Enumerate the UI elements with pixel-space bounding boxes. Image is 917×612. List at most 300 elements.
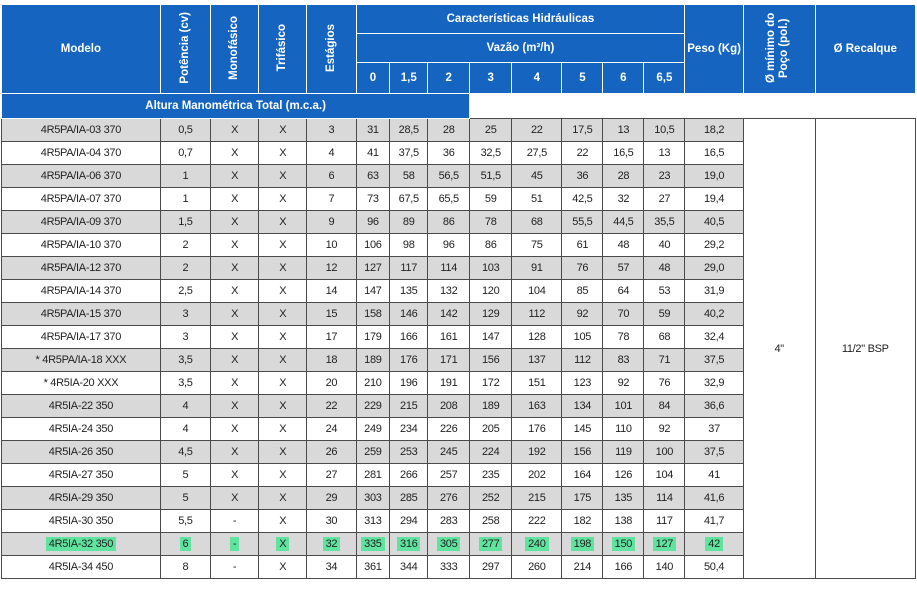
cell-potencia: 8 [160,556,210,579]
cell-altura: 71 [644,349,685,372]
cell-altura: 172 [470,372,512,395]
cell-altura: 86 [470,234,512,257]
cell-potencia: 1 [160,165,210,188]
cell-altura: 64 [603,280,644,303]
cell-altura: 138 [603,510,644,533]
cell-potencia [160,533,210,556]
cell-trifasico: X [259,280,307,303]
cell-altura: 129 [470,303,512,326]
header-monofasico-label: Monofásico [228,15,241,80]
header-poco [743,5,815,94]
cell-altura: 13 [603,119,644,142]
cell-altura: 114 [428,257,470,280]
cell-altura: 297 [470,556,512,579]
cell-monofasico: X [211,487,259,510]
cell-altura: 48 [644,257,685,280]
cell-altura: 171 [428,349,470,372]
cell-recalque-merged: 11/2" BSP [815,119,915,579]
cell-altura: 276 [428,487,470,510]
cell-altura: 104 [512,280,562,303]
cell-altura: 58 [390,165,428,188]
cell-altura [356,533,390,556]
cell-altura: 281 [356,464,390,487]
cell-altura: 189 [356,349,390,372]
cell-peso: 41,7 [685,510,743,533]
cell-modelo: * 4R5IA-20 XXX [2,372,161,395]
cell-altura: 76 [644,372,685,395]
header-altura: Altura Manométrica Total (m.c.a.) [2,94,470,119]
cell-altura: 294 [390,510,428,533]
cell-altura: 48 [603,234,644,257]
cell-monofasico: - [211,510,259,533]
cell-estagios: 15 [307,303,356,326]
cell-trifasico: X [259,510,307,533]
cell-altura: 120 [470,280,512,303]
cell-altura: 106 [356,234,390,257]
cell-altura: 117 [644,510,685,533]
cell-estagios: 6 [307,165,356,188]
header-vazao-value: 0 [356,63,390,94]
cell-estagios: 34 [307,556,356,579]
header-estagios [307,5,356,94]
cell-estagios [307,533,356,556]
header-caracteristicas: Características Hidráulicas [356,5,685,34]
header-vazao-value: 4 [512,63,562,94]
cell-altura: 156 [470,349,512,372]
cell-potencia: 2 [160,234,210,257]
cell-estagios: 30 [307,510,356,533]
cell-altura: 202 [512,464,562,487]
cell-altura: 189 [470,395,512,418]
cell-potencia: 4 [160,418,210,441]
cell-altura: 100 [644,441,685,464]
cell-potencia: 3,5 [160,372,210,395]
cell-altura: 229 [356,395,390,418]
header-poco-label: Ø mínimo do Poço (pol.) [765,12,791,83]
cell-altura [390,533,428,556]
cell-trifasico: X [259,234,307,257]
cell-altura: 27 [644,188,685,211]
cell-altura: 67,5 [390,188,428,211]
highlighted-value: 4R5IA-32 350 [46,537,116,551]
cell-altura: 117 [390,257,428,280]
cell-altura: 176 [512,418,562,441]
cell-altura: 103 [470,257,512,280]
cell-altura: 44,5 [603,211,644,234]
highlighted-value: 150 [612,537,635,551]
cell-altura: 96 [428,234,470,257]
cell-altura: 16,5 [603,142,644,165]
cell-trifasico: X [259,441,307,464]
cell-trifasico: X [259,464,307,487]
cell-altura: 161 [428,326,470,349]
cell-altura: 205 [470,418,512,441]
cell-altura: 63 [356,165,390,188]
cell-altura [603,533,644,556]
cell-potencia: 3 [160,303,210,326]
cell-estagios: 26 [307,441,356,464]
cell-altura: 166 [603,556,644,579]
cell-trifasico: X [259,142,307,165]
cell-altura: 57 [603,257,644,280]
cell-modelo: 4R5IA-27 350 [2,464,161,487]
header-vazao-value: 6,5 [644,63,685,94]
header-trifasico [259,5,307,94]
cell-trifasico: X [259,556,307,579]
cell-altura: 83 [603,349,644,372]
cell-modelo: 4R5IA-34 450 [2,556,161,579]
cell-monofasico: X [211,441,259,464]
cell-altura: 142 [428,303,470,326]
cell-peso [685,533,743,556]
cell-altura: 222 [512,510,562,533]
cell-altura: 70 [603,303,644,326]
cell-modelo: 4R5PA/IA-12 370 [2,257,161,280]
cell-altura: 134 [562,395,603,418]
cell-estagios: 27 [307,464,356,487]
cell-potencia: 3 [160,326,210,349]
cell-altura: 361 [356,556,390,579]
cell-peso: 37 [685,418,743,441]
cell-altura: 42,5 [562,188,603,211]
cell-modelo: 4R5PA/IA-10 370 [2,234,161,257]
cell-altura: 104 [644,464,685,487]
cell-peso: 32,4 [685,326,743,349]
cell-modelo [2,533,161,556]
cell-altura: 234 [390,418,428,441]
highlighted-value: 335 [361,537,384,551]
cell-altura: 252 [470,487,512,510]
cell-peso: 32,9 [685,372,743,395]
cell-monofasico: X [211,418,259,441]
header-estagios-label: Estágios [324,23,337,72]
cell-altura: 166 [390,326,428,349]
cell-altura: 253 [390,441,428,464]
cell-monofasico: X [211,372,259,395]
cell-altura: 35,5 [644,211,685,234]
cell-altura: 192 [512,441,562,464]
cell-altura: 132 [428,280,470,303]
header-potencia [160,5,210,94]
cell-monofasico: X [211,211,259,234]
cell-altura: 22 [562,142,603,165]
cell-altura: 32,5 [470,142,512,165]
cell-altura: 76 [562,257,603,280]
cell-altura: 126 [603,464,644,487]
cell-altura: 112 [512,303,562,326]
cell-altura: 61 [562,234,603,257]
cell-altura: 68 [644,326,685,349]
highlighted-value: 316 [397,537,420,551]
cell-monofasico: X [211,119,259,142]
cell-altura: 147 [356,280,390,303]
cell-peso: 29,0 [685,257,743,280]
header-potencia-label: Potência (cv) [178,11,191,84]
cell-altura: 145 [562,418,603,441]
cell-altura: 333 [428,556,470,579]
cell-altura: 32 [603,188,644,211]
cell-peso: 19,0 [685,165,743,188]
cell-altura: 65,5 [428,188,470,211]
cell-altura: 105 [562,326,603,349]
cell-altura: 23 [644,165,685,188]
cell-altura: 98 [390,234,428,257]
cell-peso: 31,9 [685,280,743,303]
cell-altura: 283 [428,510,470,533]
cell-modelo: 4R5PA/IA-03 370 [2,119,161,142]
cell-altura: 259 [356,441,390,464]
cell-peso: 37,5 [685,441,743,464]
cell-estagios: 12 [307,257,356,280]
cell-altura: 28 [603,165,644,188]
cell-modelo: 4R5PA/IA-04 370 [2,142,161,165]
cell-altura: 17,5 [562,119,603,142]
cell-modelo: 4R5PA/IA-14 370 [2,280,161,303]
cell-altura: 258 [470,510,512,533]
cell-altura: 27,5 [512,142,562,165]
cell-monofasico [211,533,259,556]
header-vazao-value: 5 [562,63,603,94]
highlighted-value: - [230,537,239,551]
table-body [2,119,916,579]
cell-altura: 13 [644,142,685,165]
cell-altura: 215 [512,487,562,510]
cell-altura: 110 [603,418,644,441]
cell-altura: 59 [470,188,512,211]
cell-estagios: 24 [307,418,356,441]
highlighted-value: 277 [479,537,502,551]
cell-trifasico: X [259,257,307,280]
cell-modelo: 4R5PA/IA-07 370 [2,188,161,211]
cell-altura: 151 [512,372,562,395]
cell-altura: 41 [356,142,390,165]
cell-altura: 245 [428,441,470,464]
cell-altura: 45 [512,165,562,188]
cell-altura: 84 [644,395,685,418]
cell-monofasico: X [211,349,259,372]
cell-altura [470,533,512,556]
cell-altura: 147 [470,326,512,349]
cell-altura: 128 [512,326,562,349]
cell-altura: 40 [644,234,685,257]
cell-trifasico: X [259,188,307,211]
header-vazao-value: 6 [603,63,644,94]
cell-altura: 175 [562,487,603,510]
cell-altura: 36 [428,142,470,165]
cell-altura: 68 [512,211,562,234]
cell-altura: 92 [603,372,644,395]
header-vazao-value: 2 [428,63,470,94]
cell-peso: 16,5 [685,142,743,165]
cell-trifasico [259,533,307,556]
cell-altura: 123 [562,372,603,395]
cell-monofasico: X [211,165,259,188]
cell-altura: 226 [428,418,470,441]
cell-potencia: 5,5 [160,510,210,533]
cell-altura: 224 [470,441,512,464]
cell-altura: 59 [644,303,685,326]
cell-altura [512,533,562,556]
cell-altura: 28,5 [390,119,428,142]
cell-trifasico: X [259,418,307,441]
highlighted-value: 6 [180,537,192,551]
cell-altura: 191 [428,372,470,395]
cell-altura: 112 [562,349,603,372]
cell-altura: 182 [562,510,603,533]
cell-altura: 56,5 [428,165,470,188]
header-trifasico-label: Trifásico [276,23,289,72]
highlighted-value: 32 [323,537,341,551]
cell-estagios: 3 [307,119,356,142]
cell-potencia: 2,5 [160,280,210,303]
cell-altura: 75 [512,234,562,257]
cell-altura: 210 [356,372,390,395]
cell-altura: 146 [390,303,428,326]
cell-trifasico: X [259,165,307,188]
header-recalque: Ø Recalque [815,5,915,94]
cell-altura: 53 [644,280,685,303]
cell-modelo: * 4R5PA/IA-18 XXX [2,349,161,372]
header-vazao-value: 1,5 [390,63,428,94]
cell-monofasico: X [211,464,259,487]
highlighted-value: 127 [653,537,676,551]
header-vazao: Vazão (m³/h) [356,34,685,63]
cell-modelo: 4R5PA/IA-17 370 [2,326,161,349]
cell-modelo: 4R5PA/IA-06 370 [2,165,161,188]
cell-altura: 36 [562,165,603,188]
cell-altura: 55,5 [562,211,603,234]
cell-potencia: 3,5 [160,349,210,372]
cell-altura: 127 [356,257,390,280]
cell-altura: 235 [470,464,512,487]
cell-altura: 156 [562,441,603,464]
cell-altura [562,533,603,556]
pump-spec-table [1,4,916,579]
cell-altura: 51,5 [470,165,512,188]
cell-estagios: 20 [307,372,356,395]
cell-monofasico: X [211,303,259,326]
cell-trifasico: X [259,303,307,326]
cell-potencia: 1,5 [160,211,210,234]
cell-peso: 41 [685,464,743,487]
cell-peso: 18,2 [685,119,743,142]
cell-altura: 137 [512,349,562,372]
cell-altura: 78 [603,326,644,349]
cell-potencia: 5 [160,487,210,510]
cell-estagios: 10 [307,234,356,257]
cell-estagios: 7 [307,188,356,211]
cell-altura: 313 [356,510,390,533]
cell-modelo: 4R5IA-26 350 [2,441,161,464]
cell-trifasico: X [259,211,307,234]
cell-monofasico: - [211,556,259,579]
cell-peso: 40,2 [685,303,743,326]
cell-trifasico: X [259,372,307,395]
cell-altura: 92 [644,418,685,441]
cell-altura: 89 [390,211,428,234]
cell-altura: 158 [356,303,390,326]
cell-peso: 29,2 [685,234,743,257]
cell-altura: 92 [562,303,603,326]
cell-altura: 285 [390,487,428,510]
cell-altura: 303 [356,487,390,510]
cell-altura: 249 [356,418,390,441]
cell-altura: 344 [390,556,428,579]
cell-altura: 22 [512,119,562,142]
cell-altura: 176 [390,349,428,372]
cell-altura: 86 [428,211,470,234]
header-peso: Peso (Kg) [685,5,743,94]
cell-monofasico: X [211,234,259,257]
cell-altura: 208 [428,395,470,418]
cell-altura: 96 [356,211,390,234]
highlighted-value: 42 [705,537,723,551]
cell-altura: 119 [603,441,644,464]
cell-altura: 135 [603,487,644,510]
highlighted-value: X [276,537,289,551]
cell-altura: 164 [562,464,603,487]
cell-monofasico: X [211,142,259,165]
cell-potencia: 4,5 [160,441,210,464]
cell-monofasico: X [211,326,259,349]
cell-altura: 135 [390,280,428,303]
cell-trifasico: X [259,119,307,142]
cell-trifasico: X [259,349,307,372]
cell-altura: 10,5 [644,119,685,142]
cell-altura: 257 [428,464,470,487]
cell-altura: 73 [356,188,390,211]
cell-modelo: 4R5PA/IA-09 370 [2,211,161,234]
cell-peso: 36,6 [685,395,743,418]
cell-altura: 179 [356,326,390,349]
header-vazao-value: 3 [470,63,512,94]
highlighted-value: 198 [571,537,594,551]
cell-potencia: 0,5 [160,119,210,142]
cell-estagios: 29 [307,487,356,510]
cell-peso: 50,4 [685,556,743,579]
cell-altura: 140 [644,556,685,579]
cell-modelo: 4R5IA-29 350 [2,487,161,510]
highlighted-value: 240 [525,537,548,551]
cell-modelo: 4R5IA-22 350 [2,395,161,418]
cell-altura: 266 [390,464,428,487]
highlighted-value: 305 [437,537,460,551]
cell-altura: 260 [512,556,562,579]
cell-monofasico: X [211,257,259,280]
cell-altura: 25 [470,119,512,142]
cell-altura [428,533,470,556]
cell-estagios: 14 [307,280,356,303]
cell-altura: 85 [562,280,603,303]
cell-trifasico: X [259,326,307,349]
cell-poco-merged: 4" [743,119,815,579]
cell-altura: 31 [356,119,390,142]
cell-modelo: 4R5IA-24 350 [2,418,161,441]
cell-peso: 41,6 [685,487,743,510]
cell-altura [644,533,685,556]
cell-peso: 40,5 [685,211,743,234]
cell-altura: 28 [428,119,470,142]
cell-potencia: 2 [160,257,210,280]
cell-estagios: 22 [307,395,356,418]
cell-estagios: 4 [307,142,356,165]
cell-estagios: 9 [307,211,356,234]
cell-estagios: 17 [307,326,356,349]
cell-modelo: 4R5PA/IA-15 370 [2,303,161,326]
cell-altura: 214 [562,556,603,579]
cell-peso: 37,5 [685,349,743,372]
cell-altura: 114 [644,487,685,510]
